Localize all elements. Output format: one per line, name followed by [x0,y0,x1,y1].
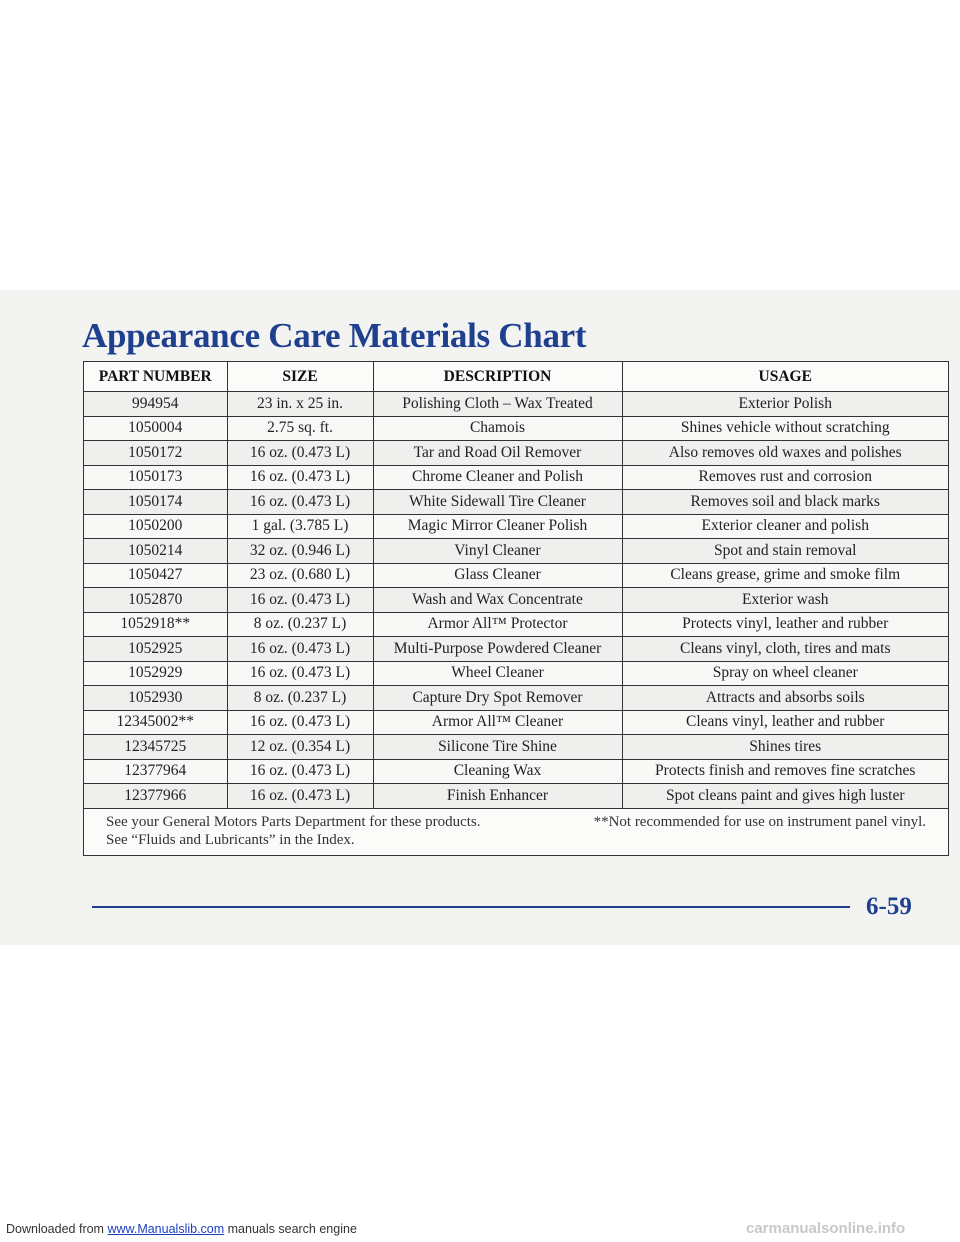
cell-part-number: 1050172 [84,441,227,466]
table-row [84,563,948,588]
cell-part-number: 1052870 [84,588,227,613]
cell-usage: Cleans vinyl, leather and rubber [622,710,948,735]
cell-part-number: 12345725 [84,735,227,760]
dealer-note: See your General Motors Parts Department for these products. [106,813,481,830]
cell-description: Chrome Cleaner and Polish [373,465,622,490]
cell-size: 8 oz. (0.237 L) [227,686,373,711]
cell-part-number: 1052918** [84,612,227,637]
cell-size: 16 oz. (0.473 L) [227,637,373,662]
cell-size: 12 oz. (0.354 L) [227,735,373,760]
cell-description: Glass Cleaner [373,563,622,588]
cell-description: Chamois [373,416,622,441]
watermark-logo: carmanualsonline.info [746,1220,906,1237]
cell-size: 23 in. x 25 in. [227,392,373,417]
download-suffix: manuals search engine [224,1222,357,1236]
cell-usage: Spray on wheel cleaner [622,661,948,686]
index-note: See “Fluids and Lubricants” in the Index. [106,831,355,848]
download-banner [6,1222,357,1236]
cell-part-number: 1052929 [84,661,227,686]
cell-size: 16 oz. (0.473 L) [227,441,373,466]
cell-usage: Shines vehicle without scratching [622,416,948,441]
cell-part-number: 1052930 [84,686,227,711]
cell-size: 8 oz. (0.237 L) [227,612,373,637]
cell-size: 23 oz. (0.680 L) [227,563,373,588]
download-prefix: Downloaded from [6,1222,108,1236]
cell-description: Capture Dry Spot Remover [373,686,622,711]
cell-usage: Exterior wash [622,588,948,613]
cell-usage: Removes soil and black marks [622,490,948,515]
materials-table [84,362,948,809]
cell-usage: Also removes old waxes and polishes [622,441,948,466]
header-size: SIZE [227,362,373,392]
table-row [84,392,948,417]
cell-description: Vinyl Cleaner [373,539,622,564]
cell-usage: Cleans grease, grime and smoke film [622,563,948,588]
cell-usage: Removes rust and corrosion [622,465,948,490]
cell-description: Silicone Tire Shine [373,735,622,760]
table-row [84,416,948,441]
cell-part-number: 1050173 [84,465,227,490]
cell-usage: Spot and stain removal [622,539,948,564]
materials-chart [83,361,949,856]
cell-part-number: 994954 [84,392,227,417]
cell-part-number: 1052925 [84,637,227,662]
cell-part-number: 1050427 [84,563,227,588]
cell-part-number: 1050004 [84,416,227,441]
cell-description: White Sidewall Tire Cleaner [373,490,622,515]
asterisk-note: **Not recommended for use on instrument panel vinyl. [593,813,926,830]
cell-size: 16 oz. (0.473 L) [227,465,373,490]
cell-size: 32 oz. (0.946 L) [227,539,373,564]
cell-part-number: 1050174 [84,490,227,515]
cell-description: Polishing Cloth – Wax Treated [373,392,622,417]
table-row [84,539,948,564]
cell-part-number: 12345002** [84,710,227,735]
cell-size: 16 oz. (0.473 L) [227,490,373,515]
cell-description: Cleaning Wax [373,759,622,784]
cell-size: 16 oz. (0.473 L) [227,710,373,735]
cell-part-number: 1050214 [84,539,227,564]
page-number: 6-59 [866,893,912,920]
cell-usage: Protects vinyl, leather and rubber [622,612,948,637]
table-row [84,661,948,686]
cell-usage: Protects finish and removes fine scratches [622,759,948,784]
manualslib-link[interactable]: www.Manualslib.com [107,1222,225,1236]
cell-usage: Exterior cleaner and polish [622,514,948,539]
header-usage: USAGE [622,362,948,392]
table-row [84,465,948,490]
table-row [84,612,948,637]
cell-part-number: 1050200 [84,514,227,539]
table-row [84,759,948,784]
cell-description: Armor All™ Cleaner [373,710,622,735]
cell-size: 1 gal. (3.785 L) [227,514,373,539]
cell-size: 2.75 sq. ft. [227,416,373,441]
table-row [84,735,948,760]
table-header-row [84,362,948,392]
cell-description: Finish Enhancer [373,784,622,809]
table-body [84,392,948,809]
table-row [84,441,948,466]
page-title: Appearance Care Materials Chart [82,316,587,355]
cell-part-number: 12377966 [84,784,227,809]
table-row [84,710,948,735]
cell-usage: Shines tires [622,735,948,760]
table-row [84,686,948,711]
header-part-number: PART NUMBER [84,362,227,392]
cell-description: Tar and Road Oil Remover [373,441,622,466]
cell-description: Armor All™ Protector [373,612,622,637]
cell-size: 16 oz. (0.473 L) [227,759,373,784]
cell-size: 16 oz. (0.473 L) [227,784,373,809]
chart-footnote [84,809,948,855]
cell-description: Wheel Cleaner [373,661,622,686]
table-row [84,784,948,809]
cell-usage: Spot cleans paint and gives high luster [622,784,948,809]
cell-description: Multi-Purpose Powdered Cleaner [373,637,622,662]
cell-description: Wash and Wax Concentrate [373,588,622,613]
cell-description: Magic Mirror Cleaner Polish [373,514,622,539]
cell-size: 16 oz. (0.473 L) [227,661,373,686]
table-row [84,588,948,613]
table-row [84,514,948,539]
cell-usage: Cleans vinyl, cloth, tires and mats [622,637,948,662]
cell-part-number: 12377964 [84,759,227,784]
cell-size: 16 oz. (0.473 L) [227,588,373,613]
table-row [84,637,948,662]
table-row [84,490,948,515]
cell-usage: Exterior Polish [622,392,948,417]
header-description: DESCRIPTION [373,362,622,392]
cell-usage: Attracts and absorbs soils [622,686,948,711]
footer-rule [92,906,850,908]
